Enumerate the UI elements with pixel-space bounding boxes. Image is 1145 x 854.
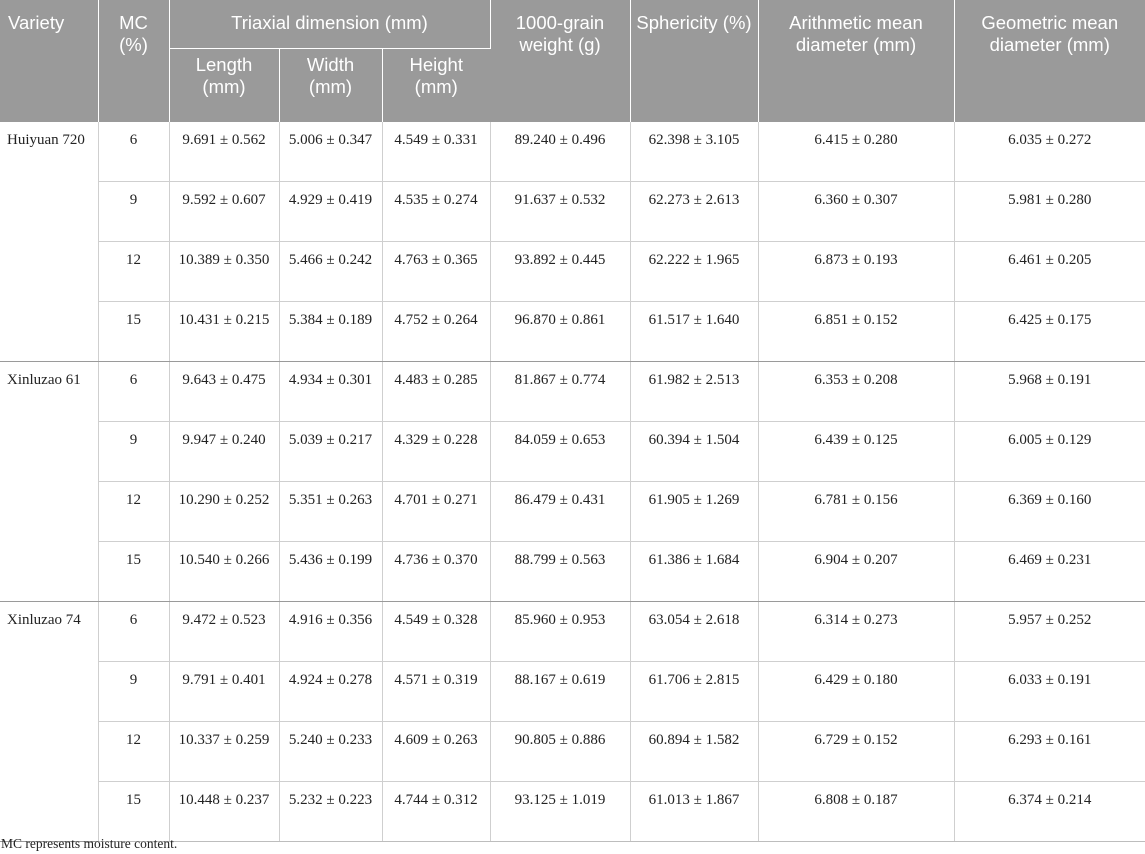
cell-geometric-mean-diameter: 5.957 ± 0.252 xyxy=(954,602,1145,662)
cell-width: 4.924 ± 0.278 xyxy=(279,662,382,722)
cell-width: 5.039 ± 0.217 xyxy=(279,422,382,482)
cell-grain-weight: 84.059 ± 0.653 xyxy=(490,422,630,482)
cell-length: 9.472 ± 0.523 xyxy=(169,602,279,662)
cell-length: 10.431 ± 0.215 xyxy=(169,302,279,362)
cell-width: 5.466 ± 0.242 xyxy=(279,242,382,302)
cell-length: 9.643 ± 0.475 xyxy=(169,362,279,422)
cell-length: 10.337 ± 0.259 xyxy=(169,722,279,782)
cell-height: 4.763 ± 0.365 xyxy=(382,242,490,302)
cell-grain-weight: 88.167 ± 0.619 xyxy=(490,662,630,722)
table-header xyxy=(0,0,1145,122)
cell-geometric-mean-diameter: 6.005 ± 0.129 xyxy=(954,422,1145,482)
cell-height: 4.571 ± 0.319 xyxy=(382,662,490,722)
header-grain-weight: 1000-grain weight (g) xyxy=(490,0,630,122)
cell-length: 10.540 ± 0.266 xyxy=(169,542,279,602)
table-footnote: MC represents moisture content. xyxy=(1,836,178,851)
cell-variety: Xinluzao 74 xyxy=(0,602,98,842)
cell-mc: 6 xyxy=(98,602,169,662)
table-body xyxy=(0,122,1145,842)
cell-sphericity: 62.273 ± 2.613 xyxy=(630,182,758,242)
cell-sphericity: 61.386 ± 1.684 xyxy=(630,542,758,602)
cell-arithmetic-mean-diameter: 6.729 ± 0.152 xyxy=(758,722,954,782)
table-row xyxy=(0,242,1145,302)
cell-mc: 12 xyxy=(98,242,169,302)
cell-sphericity: 61.013 ± 1.867 xyxy=(630,782,758,842)
cell-geometric-mean-diameter: 6.461 ± 0.205 xyxy=(954,242,1145,302)
table-row xyxy=(0,722,1145,782)
cell-geometric-mean-diameter: 6.369 ± 0.160 xyxy=(954,482,1145,542)
cell-arithmetic-mean-diameter: 6.781 ± 0.156 xyxy=(758,482,954,542)
header-sphericity: Sphericity (%) xyxy=(630,0,758,122)
cell-length: 10.290 ± 0.252 xyxy=(169,482,279,542)
cell-width: 5.384 ± 0.189 xyxy=(279,302,382,362)
cell-geometric-mean-diameter: 5.981 ± 0.280 xyxy=(954,182,1145,242)
cell-height: 4.535 ± 0.274 xyxy=(382,182,490,242)
cell-sphericity: 60.894 ± 1.582 xyxy=(630,722,758,782)
cell-mc: 15 xyxy=(98,782,169,842)
cell-arithmetic-mean-diameter: 6.873 ± 0.193 xyxy=(758,242,954,302)
table-row xyxy=(0,122,1145,182)
cell-height: 4.736 ± 0.370 xyxy=(382,542,490,602)
cell-mc: 12 xyxy=(98,482,169,542)
cell-width: 4.916 ± 0.356 xyxy=(279,602,382,662)
cell-grain-weight: 81.867 ± 0.774 xyxy=(490,362,630,422)
table-row xyxy=(0,182,1145,242)
cell-width: 5.351 ± 0.263 xyxy=(279,482,382,542)
cell-geometric-mean-diameter: 6.293 ± 0.161 xyxy=(954,722,1145,782)
cell-length: 10.448 ± 0.237 xyxy=(169,782,279,842)
header-height: Height (mm) xyxy=(382,49,490,122)
cell-arithmetic-mean-diameter: 6.314 ± 0.273 xyxy=(758,602,954,662)
cell-geometric-mean-diameter: 6.033 ± 0.191 xyxy=(954,662,1145,722)
cell-arithmetic-mean-diameter: 6.904 ± 0.207 xyxy=(758,542,954,602)
cell-arithmetic-mean-diameter: 6.851 ± 0.152 xyxy=(758,302,954,362)
cell-sphericity: 60.394 ± 1.504 xyxy=(630,422,758,482)
cell-width: 4.929 ± 0.419 xyxy=(279,182,382,242)
cell-length: 9.947 ± 0.240 xyxy=(169,422,279,482)
header-length: Length (mm) xyxy=(169,49,279,122)
cell-length: 10.389 ± 0.350 xyxy=(169,242,279,302)
cell-height: 4.744 ± 0.312 xyxy=(382,782,490,842)
cell-variety: Xinluzao 61 xyxy=(0,362,98,602)
header-variety: Variety xyxy=(0,0,98,122)
cell-mc: 9 xyxy=(98,182,169,242)
table-row xyxy=(0,362,1145,422)
cell-mc: 6 xyxy=(98,362,169,422)
cell-sphericity: 61.905 ± 1.269 xyxy=(630,482,758,542)
cell-mc: 12 xyxy=(98,722,169,782)
cell-grain-weight: 90.805 ± 0.886 xyxy=(490,722,630,782)
table-row xyxy=(0,782,1145,842)
cell-arithmetic-mean-diameter: 6.353 ± 0.208 xyxy=(758,362,954,422)
cell-grain-weight: 85.960 ± 0.953 xyxy=(490,602,630,662)
cell-grain-weight: 86.479 ± 0.431 xyxy=(490,482,630,542)
cell-mc: 9 xyxy=(98,662,169,722)
cell-height: 4.483 ± 0.285 xyxy=(382,362,490,422)
cell-arithmetic-mean-diameter: 6.808 ± 0.187 xyxy=(758,782,954,842)
header-arithmetic-mean-diameter: Arithmetic mean diameter (mm) xyxy=(758,0,954,122)
table-row xyxy=(0,422,1145,482)
cell-grain-weight: 96.870 ± 0.861 xyxy=(490,302,630,362)
cell-grain-weight: 88.799 ± 0.563 xyxy=(490,542,630,602)
cell-sphericity: 62.222 ± 1.965 xyxy=(630,242,758,302)
cell-grain-weight: 93.892 ± 0.445 xyxy=(490,242,630,302)
cell-sphericity: 61.517 ± 1.640 xyxy=(630,302,758,362)
cell-geometric-mean-diameter: 6.374 ± 0.214 xyxy=(954,782,1145,842)
cell-mc: 9 xyxy=(98,422,169,482)
cell-sphericity: 61.982 ± 2.513 xyxy=(630,362,758,422)
cell-sphericity: 63.054 ± 2.618 xyxy=(630,602,758,662)
header-mc: MC (%) xyxy=(98,0,169,122)
cell-geometric-mean-diameter: 6.425 ± 0.175 xyxy=(954,302,1145,362)
cell-geometric-mean-diameter: 6.469 ± 0.231 xyxy=(954,542,1145,602)
cell-arithmetic-mean-diameter: 6.360 ± 0.307 xyxy=(758,182,954,242)
cell-arithmetic-mean-diameter: 6.415 ± 0.280 xyxy=(758,122,954,182)
cell-height: 4.752 ± 0.264 xyxy=(382,302,490,362)
cell-sphericity: 62.398 ± 3.105 xyxy=(630,122,758,182)
cell-mc: 15 xyxy=(98,302,169,362)
table-row xyxy=(0,482,1145,542)
cell-grain-weight: 89.240 ± 0.496 xyxy=(490,122,630,182)
cell-sphericity: 61.706 ± 2.815 xyxy=(630,662,758,722)
cell-length: 9.592 ± 0.607 xyxy=(169,182,279,242)
cell-mc: 6 xyxy=(98,122,169,182)
cell-height: 4.701 ± 0.271 xyxy=(382,482,490,542)
cell-grain-weight: 91.637 ± 0.532 xyxy=(490,182,630,242)
cell-mc: 15 xyxy=(98,542,169,602)
cell-height: 4.549 ± 0.331 xyxy=(382,122,490,182)
header-width: Width (mm) xyxy=(279,49,382,122)
cell-width: 5.006 ± 0.347 xyxy=(279,122,382,182)
cell-width: 4.934 ± 0.301 xyxy=(279,362,382,422)
cell-length: 9.791 ± 0.401 xyxy=(169,662,279,722)
cell-width: 5.232 ± 0.223 xyxy=(279,782,382,842)
table-row xyxy=(0,542,1145,602)
cell-grain-weight: 93.125 ± 1.019 xyxy=(490,782,630,842)
cell-variety: Huiyuan 720 xyxy=(0,122,98,362)
cell-geometric-mean-diameter: 5.968 ± 0.191 xyxy=(954,362,1145,422)
cell-arithmetic-mean-diameter: 6.429 ± 0.180 xyxy=(758,662,954,722)
cell-width: 5.240 ± 0.233 xyxy=(279,722,382,782)
cell-geometric-mean-diameter: 6.035 ± 0.272 xyxy=(954,122,1145,182)
table-row xyxy=(0,302,1145,362)
header-geometric-mean-diameter: Geometric mean diameter (mm) xyxy=(954,0,1145,122)
cell-height: 4.549 ± 0.328 xyxy=(382,602,490,662)
cell-height: 4.609 ± 0.263 xyxy=(382,722,490,782)
cell-height: 4.329 ± 0.228 xyxy=(382,422,490,482)
cell-length: 9.691 ± 0.562 xyxy=(169,122,279,182)
table-row xyxy=(0,662,1145,722)
cell-width: 5.436 ± 0.199 xyxy=(279,542,382,602)
table-row xyxy=(0,602,1145,662)
header-triaxial-dimension: Triaxial dimension (mm) xyxy=(169,0,490,49)
cell-arithmetic-mean-diameter: 6.439 ± 0.125 xyxy=(758,422,954,482)
